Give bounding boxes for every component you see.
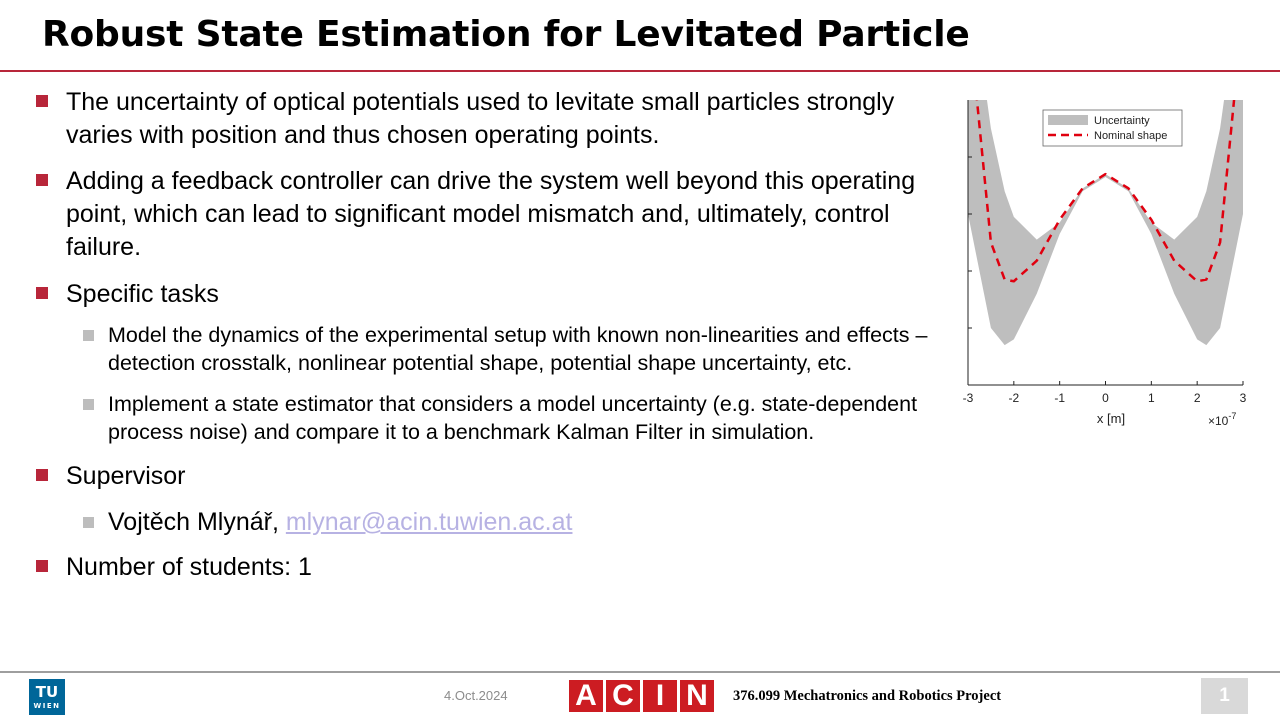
- sub-bullet-item: [34, 390, 934, 446]
- bullet-item: [34, 460, 934, 493]
- bullet-item: [34, 165, 934, 264]
- sub-bullet-text: Implement a state estimator that considers a model uncertainty (e.g. state-dependent process noise) and compare it to a benchmark Kalman Filter in simulation.: [108, 392, 918, 444]
- x-tick-label: 3: [1239, 391, 1247, 405]
- x-tick-label: 1: [1147, 391, 1155, 405]
- legend-label-nominal: Nominal shape: [1094, 130, 1168, 142]
- x-axis-multiplier: $\times 10^{-7}$: [1208, 411, 1237, 428]
- x-tick-label: -3: [962, 391, 974, 405]
- acin-logo-letter: C: [606, 680, 640, 712]
- footer-date: 4.Oct.2024: [444, 688, 508, 703]
- sub-bullet-square-icon: [83, 330, 94, 341]
- legend-label-uncertainty: Uncertainty: [1094, 115, 1150, 127]
- sub-bullet-text: Model the dynamics of the experimental setup with known non-linearities and effects – detection crosstalk, nonlinear potential shape, potential shape uncertainty, etc.: [108, 323, 928, 375]
- bullet-item: [34, 86, 934, 152]
- bullet-square-icon: [36, 469, 48, 481]
- potential-chart: [950, 88, 1260, 438]
- bullet-text: Specific tasks: [66, 280, 219, 308]
- bullet-text: The uncertainty of optical potentials used to levitate small particles strongly varies with position and thus chosen operating points.: [66, 88, 895, 149]
- x-tick-label: 0: [1102, 391, 1109, 405]
- bullet-item: [34, 278, 934, 311]
- x-tick-label: 2: [1193, 391, 1201, 405]
- slide-title: Robust State Estimation for Levitated Particle: [42, 14, 970, 55]
- bullet-square-icon: [36, 95, 48, 107]
- footer-divider: [0, 671, 1280, 673]
- bullet-square-icon: [36, 560, 48, 572]
- chart-legend: [1043, 110, 1182, 146]
- course-title: 376.099 Mechatronics and Robotics Project: [733, 688, 1002, 704]
- bullet-text: Supervisor: [66, 462, 186, 490]
- supervisor-name: Vojtěch Mlynář,: [108, 508, 286, 536]
- acin-logo-letter: A: [569, 680, 603, 712]
- sub-bullet-item: [34, 321, 934, 377]
- supervisor-email-link[interactable]: mlynar@acin.tuwien.ac.at: [285, 508, 573, 536]
- legend-swatch-uncertainty: [1048, 115, 1088, 125]
- x-tick-label: -1: [1054, 391, 1066, 405]
- bullet-text: Number of students: 1: [66, 553, 312, 581]
- acin-logo-letter: N: [680, 680, 714, 712]
- page-number: 1: [1201, 678, 1248, 714]
- acin-logo: [569, 680, 714, 712]
- tuwien-logo: TU WIEN: [29, 679, 65, 715]
- bullet-text: Adding a feedback controller can drive the system well beyond this operating point, which can lead to significant model mismatch and, ultimately, control failure.: [66, 167, 916, 261]
- x-axis-label: x [m]: [1096, 411, 1126, 426]
- supervisor-item: [34, 506, 934, 539]
- x-tick-label: -2: [1008, 391, 1020, 405]
- bullet-square-icon: [36, 174, 48, 186]
- sub-bullet-square-icon: [83, 517, 94, 528]
- potential-plot: [950, 88, 1260, 438]
- acin-logo-letter: I: [643, 680, 677, 712]
- bullet-item: [34, 551, 934, 584]
- bullet-square-icon: [36, 287, 48, 299]
- bullet-list: [34, 86, 934, 584]
- title-divider: [0, 70, 1280, 72]
- sub-bullet-square-icon: [83, 399, 94, 410]
